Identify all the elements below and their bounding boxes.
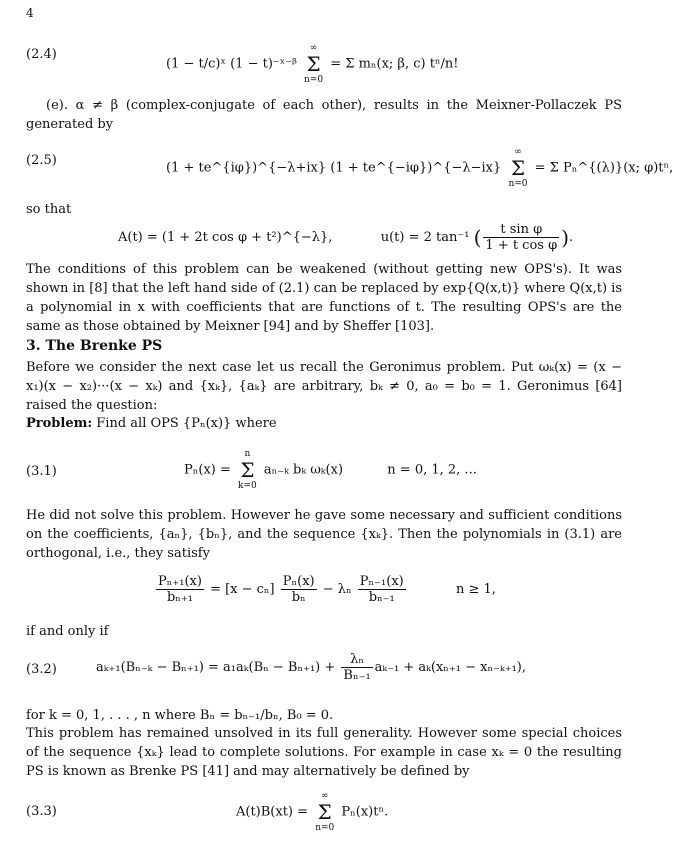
so-that-text: so that — [26, 202, 72, 217]
equation-number: (3.3) — [26, 804, 57, 819]
equation-lhs: Pₙ(x) = — [184, 462, 231, 478]
equation-rhs: = Σ mₙ(x; β, c) tⁿ/n! — [330, 56, 459, 72]
equation-2-5 — [26, 140, 673, 189]
fraction: $\frac{\text{λₙ}}{\text{Bₙ₋₁}}$ — [343, 652, 371, 683]
equation-number: (2.4) — [26, 47, 57, 62]
equation-2-4 — [26, 36, 626, 85]
fraction: $\frac{\text{t sin φ}}{\text{1 + t cos φ}}$ — [485, 222, 558, 253]
summation: ∞ Σ n=0 — [315, 791, 335, 833]
summation: n Σ k=0 — [238, 449, 257, 491]
paragraph-meixner-pollaczek: (e). α ≠ β (complex-conjugate of each other), results in the Meixner-Pollaczek PS generated by — [26, 98, 622, 132]
equation-condition: n ≥ 1, — [456, 582, 496, 597]
equation-rhs: Pₙ(x)tⁿ. — [341, 804, 389, 820]
equation-3-2: (3.2) aₖ₊₁(Bₙ₋ₖ − Bₙ₊₁) = a₁aₖ(Bₙ − Bₙ₊₁) + $\frac{\text{λₙ}}{\text{Bₙ₋₁}}$ aₖ₋₁ + aₖ(xₙ₊₁ − xₙ₋ₖ₊₁), — [26, 652, 526, 683]
paragraph-for-k: for k = 0, 1, . . . , n where Bₙ = bₙ₋₁/bₙ, B₀ = 0. — [26, 708, 334, 723]
equation-rhs: = Σ Pₙ^{(λ)}(x; φ)tⁿ, — [534, 160, 673, 176]
page-number: 4 — [26, 6, 34, 20]
equation-number: (2.5) — [26, 153, 57, 168]
section-heading: 3. The Brenke PS — [26, 338, 163, 354]
summation: ∞ Σ n=0 — [508, 147, 528, 189]
equation-lhs: (1 − t/c)ˣ (1 − t)⁻ˣ⁻ᵝ — [166, 56, 297, 72]
equation-3-1 — [26, 444, 626, 491]
summation: ∞ Σ n=0 — [304, 43, 324, 85]
paragraph-geronimus: Before we consider the next case let us recall the Geronimus problem. Put ωₖ(x) = (x − x₁)(x − x₂)···(x − xₖ) and {xₖ}, {aₖ} are arbitrary, bₖ ≠ 0, a₀ = b₀ = 1. Geronimus [64] raised the question: — [26, 360, 622, 413]
equation-recurrence: $\frac{\text{Pₙ₊₁(x)}}{\text{bₙ₊₁}}$ = [x − cₙ] $\frac{\text{Pₙ(x)}}{\text{bₙ}}$ − λₙ $\frac{\text{Pₙ₋₁(x)}}{\text{bₙ₋₁}}$ n ≥ 1, — [158, 574, 496, 605]
problem-statement — [26, 414, 622, 433]
equation-rhs: aₙ₋ₖ bₖ ωₖ(x) — [263, 462, 344, 478]
fraction: $\frac{\text{Pₙ₋₁(x)}}{\text{bₙ₋₁}}$ — [359, 574, 404, 605]
fraction: $\frac{\text{Pₙ₊₁(x)}}{\text{bₙ₊₁}}$ — [158, 574, 202, 605]
equation-3-3 — [26, 790, 626, 833]
equation-A-u: A(t) = (1 + 2t cos φ + t²)^{−λ}, u(t) = 2 tan⁻¹ ( $\frac{\text{t sin φ}}{\text{1 + t cos φ}}$ ). — [118, 222, 574, 253]
problem-text: Find all OPS {Pₙ(x)} where — [92, 416, 277, 431]
fraction: $\frac{\text{Pₙ(x)}}{\text{bₙ}}$ — [282, 574, 315, 605]
equation-number: (3.1) — [26, 464, 57, 479]
problem-label: Problem: — [26, 416, 93, 431]
paragraph-not-solved: He did not solve this problem. However he gave some necessary and sufficient conditions on the coefficients, {aₙ}, {bₙ}, and the sequence {xₖ}. Then the polynomials in (3.1) are orthogonal, i.e., they satisfy — [26, 508, 622, 561]
paragraph-conditions: The conditions of this problem can be weakened (without getting new OPS's). It was shown in [8] that the left hand side of (2.1) can be replaced by exp{Q(x,t)} where Q(x,t) is a polynomial in x with coefficients that are functions of t. The resulting OPS's are the same as those obtained by Meixner [94] and by Sheffer [103]. — [26, 262, 622, 334]
equation-condition: n = 0, 1, 2, ... — [387, 462, 477, 478]
equation-A: A(t) = (1 + 2t cos φ + t²)^{−λ}, — [118, 230, 333, 245]
paragraph-remained: This problem has remained unsolved in its full generality. However some special choices of the sequence {xₖ} lead to complete solutions. For example in case xₖ = 0 the resulting PS is known as Brenke PS [41] and may alternatively be defined by — [26, 726, 622, 779]
equation-number: (3.2) — [26, 662, 57, 677]
equation-lhs: (1 + te^{iφ})^{−λ+ix} (1 + te^{−iφ})^{−λ−ix} — [166, 160, 502, 176]
equation-lhs: A(t)B(xt) = — [236, 804, 309, 820]
if-and-only-if-text: if and only if — [26, 624, 109, 639]
equation-u-lhs: u(t) = 2 tan⁻¹ — [380, 230, 470, 245]
